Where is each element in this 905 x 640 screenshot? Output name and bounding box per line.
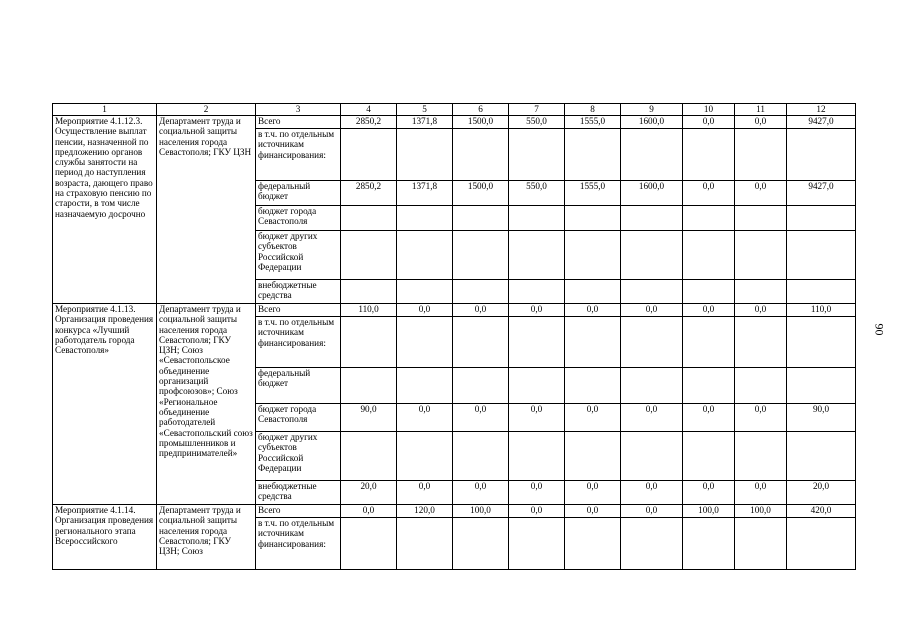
value-cell <box>509 231 565 280</box>
value-cell: 0,0 <box>565 481 621 505</box>
value-cell <box>565 317 621 368</box>
value-cell <box>787 206 856 231</box>
value-cell: 90,0 <box>341 404 397 432</box>
value-cell: 0,0 <box>453 404 509 432</box>
value-cell <box>683 280 735 304</box>
header-cell: 10 <box>683 104 735 116</box>
header-cell: 4 <box>341 104 397 116</box>
value-cell: 0,0 <box>509 481 565 505</box>
funding-source: бюджет города Севастополя <box>256 404 341 432</box>
value-cell <box>509 518 565 570</box>
value-cell <box>565 518 621 570</box>
financing-table <box>52 103 856 570</box>
value-cell <box>787 317 856 368</box>
funding-source: в т.ч. по отдельным источникам финансирования: <box>256 317 341 368</box>
funding-source: Всего <box>256 505 341 518</box>
value-cell <box>453 206 509 231</box>
header-cell: 6 <box>453 104 509 116</box>
funding-source: федеральный бюджет <box>256 181 341 206</box>
value-cell <box>735 206 787 231</box>
value-cell: 0,0 <box>565 404 621 432</box>
header-cell: 1 <box>53 104 157 116</box>
value-cell <box>397 317 453 368</box>
value-cell: 0,0 <box>735 116 787 129</box>
value-cell <box>787 432 856 481</box>
value-cell: 1500,0 <box>453 181 509 206</box>
value-cell <box>565 206 621 231</box>
value-cell <box>683 432 735 481</box>
value-cell <box>341 231 397 280</box>
value-cell <box>621 280 683 304</box>
activity-executor: Департамент труда и социальной защиты населения города Севастополя; ГКУ ЦЗН; Союз <box>157 505 256 570</box>
value-cell <box>509 129 565 181</box>
value-cell: 0,0 <box>683 181 735 206</box>
value-cell <box>565 368 621 404</box>
value-cell <box>787 368 856 404</box>
value-cell: 9427,0 <box>787 116 856 129</box>
activity-executor: Департамент труда и социальной защиты населения города Севастополя; ГКУ ЦЗН; Союз «Севастопольское объединение организаций профсоюзов»; Союз «Региональное объединение работодателей «Севастопольский союз промышленников и предпринимателей» <box>157 304 256 505</box>
value-cell: 0,0 <box>621 304 683 317</box>
value-cell <box>621 432 683 481</box>
activity-title: Мероприятие 4.1.14. Организация проведения регионального этапа Всероссийского <box>53 505 157 570</box>
value-cell <box>621 231 683 280</box>
value-cell: 0,0 <box>735 181 787 206</box>
value-cell: 100,0 <box>683 505 735 518</box>
value-cell: 550,0 <box>509 116 565 129</box>
value-cell <box>621 368 683 404</box>
page-number: 90 <box>872 323 887 336</box>
value-cell <box>509 368 565 404</box>
value-cell <box>453 432 509 481</box>
funding-source: Всего <box>256 304 341 317</box>
value-cell <box>787 231 856 280</box>
value-cell: 0,0 <box>453 304 509 317</box>
value-cell <box>341 317 397 368</box>
value-cell: 1555,0 <box>565 116 621 129</box>
value-cell <box>735 231 787 280</box>
value-cell: 1600,0 <box>621 181 683 206</box>
value-cell: 0,0 <box>565 505 621 518</box>
activity-title: Мероприятие 4.1.13. Организация проведения конкурса «Лучший работодатель города Севастополя» <box>53 304 157 505</box>
funding-source: бюджет других субъектов Российской Федерации <box>256 432 341 481</box>
value-cell: 0,0 <box>683 481 735 505</box>
value-cell: 1500,0 <box>453 116 509 129</box>
table-row <box>53 304 856 317</box>
value-cell: 0,0 <box>565 304 621 317</box>
value-cell: 0,0 <box>683 116 735 129</box>
value-cell: 90,0 <box>787 404 856 432</box>
value-cell <box>397 206 453 231</box>
value-cell: 1600,0 <box>621 116 683 129</box>
value-cell <box>683 518 735 570</box>
value-cell: 0,0 <box>341 505 397 518</box>
value-cell <box>453 317 509 368</box>
value-cell: 0,0 <box>621 505 683 518</box>
funding-source: в т.ч. по отдельным источникам финансирования: <box>256 129 341 181</box>
value-cell <box>735 280 787 304</box>
value-cell <box>509 206 565 231</box>
value-cell <box>397 368 453 404</box>
value-cell <box>621 317 683 368</box>
header-row <box>53 104 856 116</box>
value-cell: 2850,2 <box>341 116 397 129</box>
value-cell <box>683 206 735 231</box>
value-cell <box>735 317 787 368</box>
value-cell <box>341 129 397 181</box>
value-cell: 1371,8 <box>397 181 453 206</box>
value-cell: 100,0 <box>735 505 787 518</box>
value-cell: 9427,0 <box>787 181 856 206</box>
header-cell: 9 <box>621 104 683 116</box>
value-cell <box>509 280 565 304</box>
header-cell: 5 <box>397 104 453 116</box>
value-cell: 0,0 <box>735 404 787 432</box>
value-cell <box>787 518 856 570</box>
value-cell <box>565 432 621 481</box>
value-cell: 0,0 <box>621 404 683 432</box>
value-cell <box>341 432 397 481</box>
value-cell: 0,0 <box>453 481 509 505</box>
value-cell <box>565 280 621 304</box>
value-cell: 0,0 <box>735 304 787 317</box>
value-cell: 0,0 <box>621 481 683 505</box>
value-cell: 20,0 <box>787 481 856 505</box>
activity-executor: Департамент труда и социальной защиты населения города Севастополя; ГКУ ЦЗН <box>157 116 256 304</box>
funding-source: внебюджетные средства <box>256 280 341 304</box>
value-cell <box>565 231 621 280</box>
value-cell <box>453 368 509 404</box>
value-cell <box>341 368 397 404</box>
value-cell: 420,0 <box>787 505 856 518</box>
value-cell: 550,0 <box>509 181 565 206</box>
value-cell: 110,0 <box>787 304 856 317</box>
funding-source: бюджет города Севастополя <box>256 206 341 231</box>
value-cell <box>735 518 787 570</box>
value-cell: 0,0 <box>509 304 565 317</box>
value-cell <box>397 518 453 570</box>
value-cell: 1371,8 <box>397 116 453 129</box>
header-cell: 8 <box>565 104 621 116</box>
value-cell: 2850,2 <box>341 181 397 206</box>
value-cell <box>683 368 735 404</box>
value-cell <box>453 129 509 181</box>
value-cell <box>453 280 509 304</box>
value-cell <box>397 231 453 280</box>
header-cell: 2 <box>157 104 256 116</box>
value-cell: 0,0 <box>397 304 453 317</box>
value-cell <box>453 231 509 280</box>
header-cell: 12 <box>787 104 856 116</box>
funding-source: бюджет других субъектов Российской Федерации <box>256 231 341 280</box>
table-row <box>53 505 856 518</box>
value-cell: 120,0 <box>397 505 453 518</box>
value-cell: 0,0 <box>735 481 787 505</box>
funding-source: федеральный бюджет <box>256 368 341 404</box>
value-cell <box>735 432 787 481</box>
value-cell: 0,0 <box>683 404 735 432</box>
value-cell: 0,0 <box>683 304 735 317</box>
value-cell <box>735 129 787 181</box>
header-cell: 3 <box>256 104 341 116</box>
value-cell <box>397 129 453 181</box>
value-cell: 0,0 <box>509 505 565 518</box>
value-cell <box>683 129 735 181</box>
funding-source: Всего <box>256 116 341 129</box>
value-cell <box>735 368 787 404</box>
value-cell <box>509 317 565 368</box>
value-cell: 20,0 <box>341 481 397 505</box>
value-cell: 0,0 <box>397 404 453 432</box>
value-cell: 1555,0 <box>565 181 621 206</box>
value-cell: 100,0 <box>453 505 509 518</box>
value-cell <box>341 518 397 570</box>
value-cell <box>621 206 683 231</box>
value-cell <box>683 231 735 280</box>
value-cell <box>341 280 397 304</box>
funding-source: внебюджетные средства <box>256 481 341 505</box>
value-cell <box>621 129 683 181</box>
value-cell <box>787 129 856 181</box>
funding-source: в т.ч. по отдельным источникам финансирования: <box>256 518 341 570</box>
value-cell <box>787 280 856 304</box>
value-cell: 0,0 <box>397 481 453 505</box>
activity-title: Мероприятие 4.1.12.3. Осуществление выплат пенсии, назначенной по предложению органов службы занятости на период до наступления возраста, дающего право на страховую пенсию по старости, в том числе назначаемую досрочно <box>53 116 157 304</box>
value-cell <box>397 280 453 304</box>
header-cell: 7 <box>509 104 565 116</box>
value-cell <box>509 432 565 481</box>
value-cell <box>397 432 453 481</box>
header-cell: 11 <box>735 104 787 116</box>
value-cell: 110,0 <box>341 304 397 317</box>
value-cell <box>453 518 509 570</box>
value-cell <box>683 317 735 368</box>
value-cell <box>565 129 621 181</box>
value-cell: 0,0 <box>509 404 565 432</box>
table-row <box>53 116 856 129</box>
value-cell <box>341 206 397 231</box>
value-cell <box>621 518 683 570</box>
